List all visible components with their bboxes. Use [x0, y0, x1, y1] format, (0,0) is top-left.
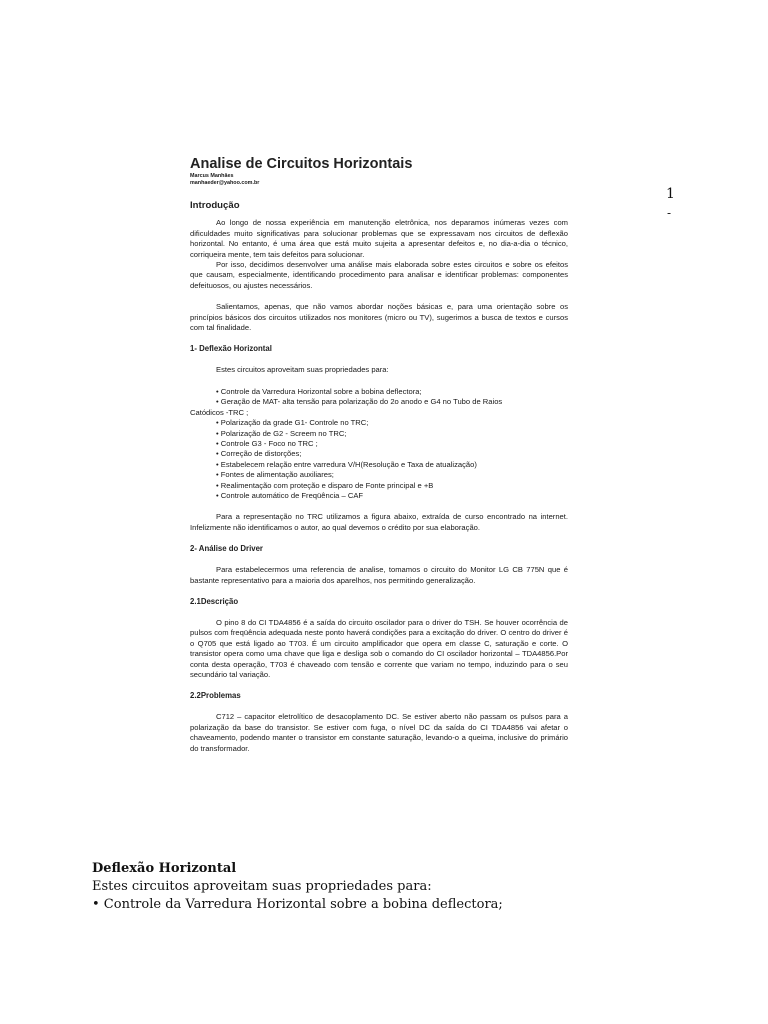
deflexao-list: [190, 387, 568, 501]
list-item: • Correção de distorções;: [190, 449, 568, 459]
intro-paragraph-3: Salientamos, apenas, que não vamos abordar noções básicas e, para uma orientação sobre os princípios básicos dos circuitos utilizados nos monitores (micro ou TV), sugerimos a busca de textos e cursos com tal finalidade.: [190, 302, 568, 333]
author-name: Marcus Manhães: [190, 173, 234, 179]
list-item: • Geração de MAT- alta tensão para polarização do 2o anodo e G4 no Tubo de Raios: [190, 397, 568, 407]
intro-paragraph-1: Ao longo de nossa experiência em manutenção eletrônica, nos deparamos inúmeras vezes com dificuldades muito significativas para solucionar problemas que se expressavam nos circuitos de deflexão horizontal. No entanto, é uma área que está muito sujeita a apresentar defeitos e, no dia-a-dia o técnico, corriqueira mente, tem tais defeitos para solucionar.: [190, 218, 568, 259]
list-item: • Controle da Varredura Horizontal sobre a bobina deflectora;: [190, 387, 568, 397]
intro-paragraph-2: Por isso, decidimos desenvolver uma análise mais elaborada sobre estes circuitos e sobre os efeitos que causam, especialmente, identificando procedimento para analisar e identificar problemas: componentes defeituosos, ou ajustes necessários.: [190, 260, 568, 290]
page-number: 1: [666, 186, 675, 202]
list-item: • Controle automático de Freqüência – CAF: [190, 491, 568, 501]
author-email: manhaeder@yahoo.com.br: [190, 180, 260, 187]
transcript-heading: Deflexão Horizontal: [92, 861, 237, 876]
list-item: • Realimentação com proteção e disparo de Fonte principal e +B: [190, 481, 568, 491]
deflexao-lead: Estes circuitos aproveitam suas propriedades para:: [216, 365, 389, 375]
descricao-paragraph: O pino 8 do CI TDA4856 é a saída do circuito oscilador para o driver do TSH. Se houver ocorrência de pulsos com freqüência adequada neste ponto haverá condições para a excitação do driver. O centro do driver é o Q705 que está ligado ao T703. É um circuito amplificador que opera em classe C, saturação e corte. O transistor opera como uma chave que liga e desliga sob o comando do CI oscilador horizontal – TDA4856.Por conta desta operação, T703 é chaveado com tensão e corrente que variam no tempo, induzindo para o seu secundário tal variação.: [190, 617, 568, 679]
transcript-line: Estes circuitos aproveitam suas propriedades para:: [92, 879, 432, 894]
transcript-line: • Controle da Varredura Horizontal sobre a bobina deflectora;: [92, 897, 503, 912]
section-heading-introducao: Introdução: [190, 200, 240, 212]
list-item: • Controle G3 - Foco no TRC ;: [190, 439, 568, 449]
section-heading-analise-driver: 2- Análise do Driver: [190, 544, 263, 554]
section-heading-problemas: 2.2Problemas: [190, 691, 241, 701]
list-item-continuation: Catódicos -TRC ;: [190, 407, 249, 417]
deflexao-closing: Para a representação no TRC utilizamos a figura abaixo, extraída de curso encontrado na internet. Infelizmente não identificamos o autor, ao qual devemos o crédito por sua elaboração.: [190, 512, 568, 532]
list-item: • Polarização de G2 - Screem no TRC;: [190, 429, 568, 439]
section-heading-descricao: 2.1Descrição: [190, 596, 239, 606]
problemas-paragraph: C712 – capacitor eletrolítico de desacoplamento DC. Se estiver aberto não passam os pulsos para a polarização da base do transistor. Se estiver com fuga, o nível DC da saída do CI TDA4856 vai afetar o chaveamento, podendo manter o transistor em constante saturação, levando-o a queima, inclusive do primário do transformador.: [190, 712, 568, 753]
list-item: • Estabelecem relação entre varredura V/H(Resolução e Taxa de atualização): [190, 460, 568, 470]
section-heading-deflexao: 1- Deflexão Horizontal: [190, 344, 272, 354]
document-title: Analise de Circuitos Horizontais: [190, 156, 413, 172]
list-item: • Polarização da grade G1- Controle no TRC;: [190, 418, 568, 428]
analise-driver-paragraph: Para estabelecermos uma referencia de analise, tomamos o circuito do Monitor LG CB 775N que é bastante representativo para a maioria dos aparelhos, nos permitindo generalização.: [190, 565, 568, 585]
document-page-image: [190, 156, 568, 754]
list-item: • Fontes de alimentação auxiliares;: [190, 470, 568, 480]
text-transcript: [92, 860, 732, 914]
page-number-dash: -: [667, 206, 672, 220]
